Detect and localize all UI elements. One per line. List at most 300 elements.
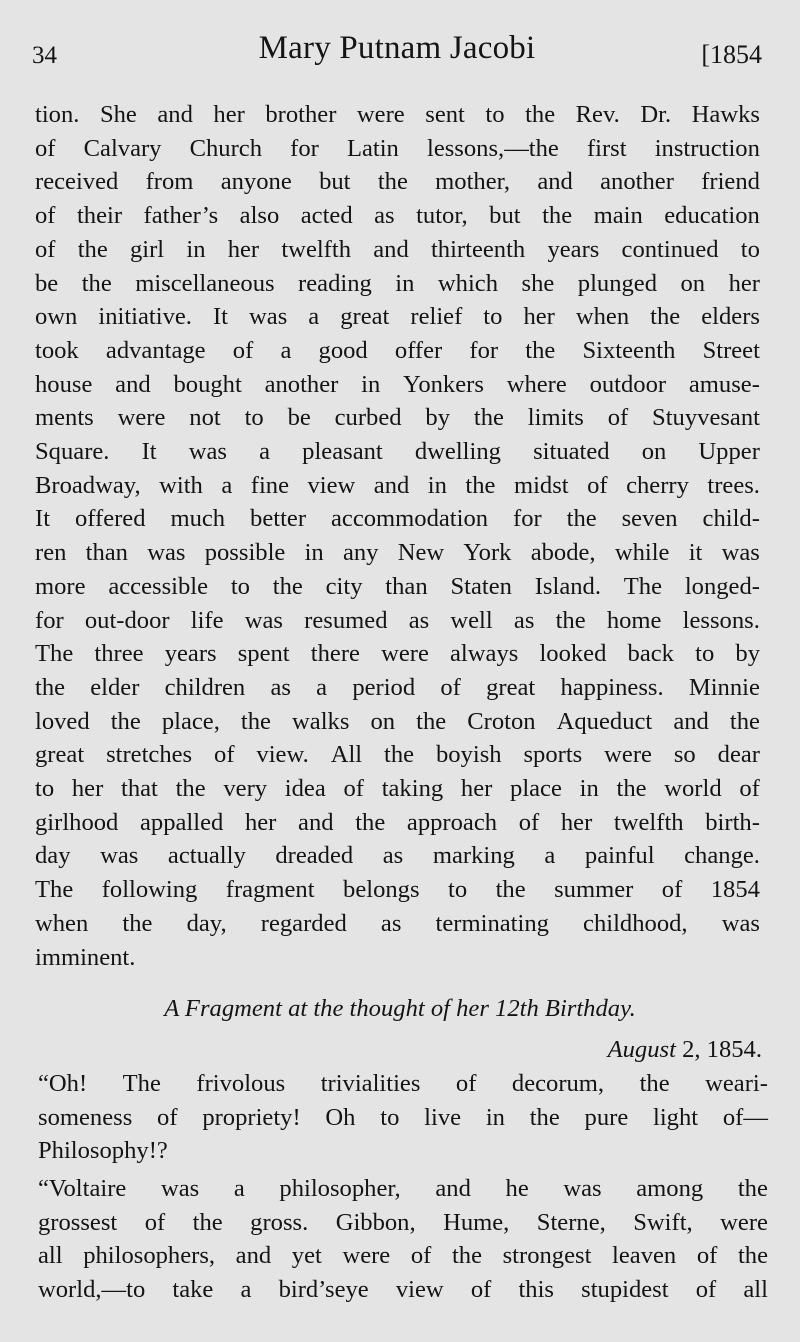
word: and (298, 808, 334, 836)
word: tion. (35, 101, 80, 128)
word: boyish (435, 741, 502, 769)
word: Latin (346, 134, 399, 162)
word: pleasant (302, 438, 383, 466)
word: Aqueduct (556, 707, 653, 735)
word: of (144, 1208, 166, 1236)
word: the (35, 673, 66, 701)
word: loved (35, 707, 90, 735)
word: in (427, 471, 447, 499)
word: a (240, 1276, 252, 1304)
word: her (523, 303, 555, 331)
word: back (627, 640, 674, 668)
word: of (214, 741, 235, 769)
word: Stuyvesant (652, 404, 760, 432)
word: Island. (534, 572, 601, 600)
word: twelfth (281, 235, 352, 263)
word: she (521, 269, 555, 297)
word: the (175, 775, 206, 803)
word: when (35, 909, 89, 937)
word: in (304, 539, 324, 567)
word: house (35, 370, 93, 398)
quote-line (38, 1239, 768, 1273)
word: amuse- (688, 370, 760, 398)
word: the (650, 303, 681, 331)
text-line (35, 267, 760, 301)
word: fragment (225, 876, 315, 904)
quote-line: Philosophy!? (38, 1137, 168, 1165)
word: dreaded (275, 842, 354, 870)
text-line: imminent. (35, 943, 136, 971)
word: lessons,—the (426, 134, 559, 162)
word: was (721, 539, 760, 567)
word: philosophers, (83, 1242, 216, 1270)
text-line (35, 806, 760, 840)
word: view (395, 1276, 444, 1304)
word: for (290, 134, 319, 162)
running-title: Mary Putnam Jacobi (258, 30, 536, 66)
word: walks (292, 707, 350, 735)
word: the (272, 572, 303, 600)
quote-line (38, 1172, 768, 1206)
word: appalled (140, 808, 224, 836)
word: of (157, 1103, 178, 1131)
word: a (259, 438, 271, 466)
word: Upper (698, 438, 760, 466)
word: her (460, 775, 493, 803)
text-line (35, 738, 760, 772)
word: The (122, 1070, 161, 1097)
text-line (35, 334, 760, 368)
quote-line (38, 1101, 768, 1135)
text-line (35, 199, 760, 233)
word: when (575, 303, 630, 331)
word: her (244, 808, 277, 836)
text-line (35, 839, 760, 873)
word: a (280, 336, 292, 364)
word: spent (237, 640, 290, 668)
word: more (35, 572, 86, 600)
word: her (728, 269, 760, 297)
word: live (424, 1103, 462, 1131)
word: and (537, 168, 573, 196)
word: offered (74, 505, 146, 533)
word: terminating (435, 909, 549, 937)
word: of (695, 1276, 717, 1304)
word: this (518, 1276, 554, 1304)
word: girlhood (35, 808, 119, 836)
word: philosopher, (279, 1175, 401, 1202)
word: twelfth (613, 808, 684, 836)
text-line (35, 435, 760, 469)
text-line (35, 233, 760, 267)
word: to (244, 404, 264, 432)
word: anyone (220, 168, 292, 196)
word: curbed (334, 404, 402, 432)
word: a (544, 842, 556, 870)
word: to (35, 775, 55, 803)
word: All (330, 741, 363, 769)
word: dwelling (414, 438, 501, 466)
word: of (587, 471, 608, 499)
word: which (437, 269, 499, 297)
word: child- (702, 505, 760, 533)
word: It (212, 303, 228, 331)
word: were (720, 1208, 768, 1236)
text-line (35, 98, 760, 132)
word: her (71, 775, 104, 803)
word: great (35, 741, 85, 769)
word: the (737, 1242, 768, 1270)
word: initiative. (98, 303, 192, 331)
word: possible (204, 539, 286, 567)
text-line (35, 469, 760, 503)
word: in (186, 235, 206, 263)
word: period (352, 673, 416, 701)
fragment-title: A Fragment at the thought of her 12th Birthday. (164, 995, 636, 1022)
word: education (664, 202, 760, 230)
word: of (661, 876, 683, 904)
word: birth- (705, 808, 760, 836)
word: it (688, 539, 703, 567)
word: not (189, 404, 221, 432)
word: Croton (467, 707, 536, 735)
word: was (188, 438, 227, 466)
word: place (510, 775, 562, 803)
word: the (525, 101, 556, 128)
word: to (695, 640, 715, 668)
word: Oh (325, 1103, 356, 1131)
word: plunged (577, 269, 658, 297)
word: but (489, 202, 521, 230)
word: It (141, 438, 157, 466)
word: to (380, 1103, 400, 1131)
word: the (473, 404, 504, 432)
word: advantage (105, 336, 206, 364)
text-line (35, 604, 760, 638)
word: on (370, 707, 396, 735)
word: mother, (435, 168, 510, 196)
quote-line (38, 1273, 768, 1307)
word: reading (298, 269, 372, 297)
word: as (513, 606, 535, 634)
word: the (495, 876, 526, 904)
word: ren (35, 539, 67, 567)
word: the (355, 808, 386, 836)
word: than (85, 539, 128, 567)
word: the (639, 1070, 670, 1097)
word: received (35, 168, 119, 196)
word: to (740, 235, 760, 263)
word: strongest (502, 1242, 592, 1270)
word: were (342, 1242, 391, 1270)
word: grossest (38, 1208, 118, 1236)
word: the (81, 269, 112, 297)
word: happiness. (560, 673, 664, 701)
word: be (35, 269, 59, 297)
word: of (343, 775, 364, 803)
word: very (223, 775, 268, 803)
word: It (35, 505, 51, 533)
text-line (35, 536, 760, 570)
word: the (122, 909, 153, 937)
word: years (547, 235, 600, 263)
fragment-date-month: August (607, 1036, 676, 1063)
word: he (505, 1175, 529, 1202)
text-line (35, 637, 760, 671)
word: accessible (108, 572, 209, 600)
word: so (673, 741, 696, 769)
word: the (416, 707, 447, 735)
word: of (739, 775, 760, 803)
word: that (120, 775, 158, 803)
word: idea (284, 775, 326, 803)
word: great (486, 673, 536, 701)
word: a (233, 1175, 245, 1202)
word: to (485, 101, 505, 128)
fragment-date (608, 1036, 762, 1064)
word: view. (256, 741, 309, 769)
word: in (579, 775, 599, 803)
quote-line (38, 1206, 768, 1240)
word: stupidest (581, 1276, 669, 1304)
text-line (35, 705, 760, 739)
page-header (32, 30, 762, 76)
word: of (35, 235, 56, 263)
word: friend (701, 168, 760, 196)
word: the (529, 1103, 560, 1131)
word: was (160, 1175, 200, 1202)
word: actually (167, 842, 246, 870)
word: all (743, 1276, 768, 1304)
word: by (735, 640, 760, 668)
word: were (604, 741, 652, 769)
text-line (35, 368, 760, 402)
word: abode, (530, 539, 596, 567)
word: the (555, 606, 586, 634)
word: among (636, 1175, 704, 1202)
word: tutor, (416, 202, 468, 230)
word: cherry (626, 471, 689, 499)
word: pure (584, 1103, 629, 1131)
word: regarded (260, 909, 347, 937)
word: another (600, 168, 674, 196)
word: The (35, 640, 74, 668)
word: where (506, 370, 567, 398)
word: childhood, (583, 909, 688, 937)
word: of (232, 336, 254, 364)
word: Yonkers (403, 370, 484, 398)
word: The (623, 572, 663, 600)
word: someness (38, 1103, 133, 1131)
word: with (159, 471, 203, 499)
word: to (230, 572, 250, 600)
word: lessons. (682, 606, 760, 634)
word: continued (621, 235, 719, 263)
word: Street (702, 336, 760, 364)
word: the (525, 336, 556, 364)
word: for (513, 505, 542, 533)
word: acted (300, 202, 353, 230)
word: place, (161, 707, 220, 735)
quote-paragraph (38, 1172, 768, 1307)
word: but (319, 168, 351, 196)
word: propriety! (202, 1103, 301, 1131)
word: stretches (106, 741, 193, 769)
word: elders (701, 303, 760, 331)
word: decorum, (511, 1070, 605, 1097)
word: seven (621, 505, 678, 533)
word: ments (35, 404, 94, 432)
word: the (384, 741, 415, 769)
word: a (221, 471, 233, 499)
word: on (680, 269, 706, 297)
word: always (450, 640, 519, 668)
word: Square. (35, 438, 110, 466)
word: and (373, 235, 409, 263)
word: light (653, 1103, 699, 1131)
word: better (250, 505, 307, 533)
word: looked (539, 640, 607, 668)
word: yet (291, 1242, 322, 1270)
word: limits (527, 404, 584, 432)
word: than (385, 572, 428, 600)
word: Hume, (443, 1208, 510, 1236)
word: in (485, 1103, 505, 1131)
word: summer (554, 876, 634, 904)
word: the (465, 471, 496, 499)
word: main (593, 202, 643, 230)
header-year: [1854 (701, 40, 762, 69)
word: there (310, 640, 360, 668)
word: leaven (612, 1242, 677, 1270)
word: of (696, 1242, 718, 1270)
word: to (448, 876, 468, 904)
word: Broadway, (35, 471, 141, 499)
word: her (213, 101, 245, 128)
text-line (35, 873, 760, 907)
text-line (35, 772, 760, 806)
word: were (356, 101, 405, 128)
word: marking (432, 842, 515, 870)
word: longed- (684, 572, 760, 600)
word: from (145, 168, 194, 196)
word: the (240, 707, 271, 735)
word: relief (410, 303, 463, 331)
word: was (249, 303, 288, 331)
word: resumed (304, 606, 388, 634)
word: the (566, 505, 597, 533)
word: the (451, 1242, 482, 1270)
word: instruction (654, 134, 760, 162)
quote-paragraph (38, 1067, 768, 1168)
text-line (35, 502, 760, 536)
word: father’s (143, 202, 219, 230)
word: painful (584, 842, 655, 870)
word: belongs (343, 876, 420, 904)
word: fine (250, 471, 289, 499)
word: Dr. (640, 101, 672, 128)
word: was (563, 1175, 602, 1202)
word: York (463, 539, 512, 567)
word: great (340, 303, 390, 331)
word: the (616, 775, 647, 803)
word: as (380, 909, 402, 937)
word: out-door (84, 606, 170, 634)
word: situated (533, 438, 610, 466)
word: own (35, 303, 78, 331)
word: gross. (250, 1208, 309, 1236)
word: Calvary (83, 134, 162, 162)
word: bought (173, 370, 242, 398)
word: and (373, 471, 410, 499)
word: a (308, 303, 320, 331)
word: on (641, 438, 667, 466)
word: of (470, 1276, 492, 1304)
word: Rev. (575, 101, 620, 128)
word: three (94, 640, 144, 668)
word: world (664, 775, 722, 803)
word: miscellaneous (135, 269, 275, 297)
word: Sixteenth (582, 336, 676, 364)
word: their (76, 202, 123, 230)
word: Church (189, 134, 263, 162)
word: life (190, 606, 224, 634)
word: much (170, 505, 226, 533)
word: take (172, 1276, 214, 1304)
word: and (235, 1242, 272, 1270)
word: as (374, 202, 395, 230)
word: day, (186, 909, 227, 937)
word: by (425, 404, 451, 432)
word: sent (425, 101, 465, 128)
word: “Voltaire (38, 1175, 127, 1202)
text-line (35, 165, 760, 199)
word: Swift, (633, 1208, 693, 1236)
word: girl (129, 235, 165, 263)
word: of (607, 404, 629, 432)
word: and (435, 1175, 471, 1202)
text-line (35, 401, 760, 435)
word: New (397, 539, 445, 567)
word: day (35, 842, 71, 870)
word: approach (406, 808, 498, 836)
word: of— (722, 1103, 768, 1131)
word: her (227, 235, 260, 263)
word: for (35, 606, 64, 634)
word: Hawks (691, 101, 760, 128)
word: for (469, 336, 499, 364)
word: were (381, 640, 429, 668)
text-line (35, 907, 760, 941)
word: in (361, 370, 381, 398)
word: the (729, 707, 760, 735)
word: change. (684, 842, 760, 870)
word: weari- (705, 1070, 768, 1097)
word: as (408, 606, 430, 634)
word: home (606, 606, 662, 634)
word: Gibbon, (335, 1208, 416, 1236)
word: She (99, 101, 137, 128)
word: midst (513, 471, 569, 499)
word: of (440, 673, 461, 701)
word: and (115, 370, 151, 398)
word: years (164, 640, 217, 668)
word: taking (381, 775, 444, 803)
word: of (35, 202, 56, 230)
word: of (518, 808, 540, 836)
word: the (192, 1208, 223, 1236)
word: offer (394, 336, 443, 364)
